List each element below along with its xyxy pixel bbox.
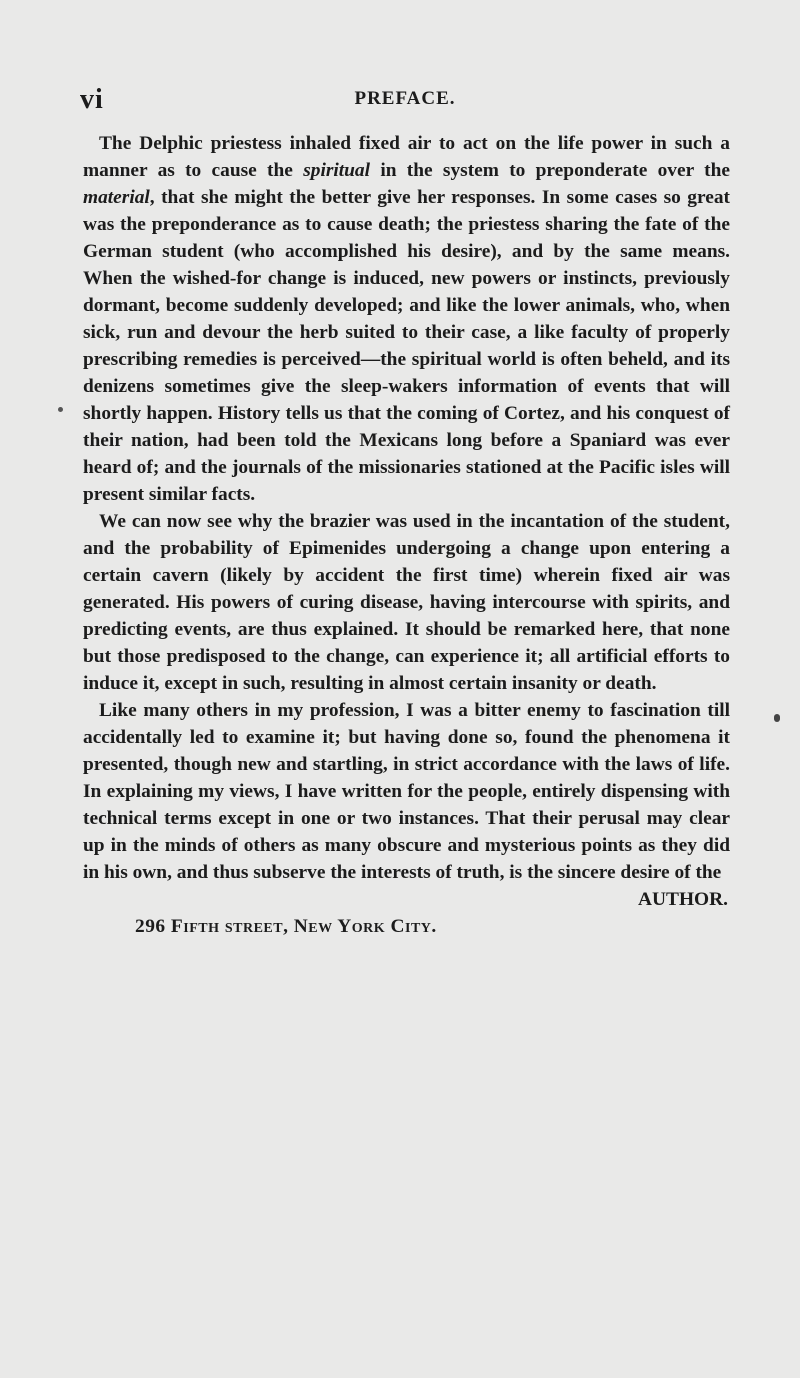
paragraph-1-text-a: The Delphic priestess inhaled fixed air to act on the life power in such a manner as to cause the <box>83 133 730 181</box>
paragraph-1 <box>83 130 730 508</box>
margin-dot <box>58 407 63 412</box>
page-header <box>80 84 730 114</box>
paragraph-1-text-c: , that she might the better give her responses. In some cases so great was the preponderance as to cause death; the priestess sharing the fate of the German student (who accomplished his desire), and by the same means. When the wished-for change is induced, new powers or instincts, previously dormant, become suddenly developed; and like the lower animals, who, when sick, run and devour the herb suited to their case, a like faculty of properly prescribing remedies is perceived—the spiritual world is often beheld, and its denizens sometimes give the sleep-wakers information of events that will shortly happen. History tells us that the coming of Cortez, and his conquest of their nation, had been told the Mexicans long before a Spaniard was ever heard of; and the journals of the missionaries stationed at the Pacific isles will present similar facts. <box>83 187 730 505</box>
paragraph-1-text-b: in the system to preponderate over the <box>370 160 730 181</box>
emphasis-material: material <box>83 187 150 208</box>
paragraph-3: Like many others in my profession, I was a bitter enemy to fascination till accidentally led to examine it; but having done so, found the phenomena it presented, though new and startling, in strict accordance with the laws of life. In explaining my views, I have written for the people, entirely dispensing with technical terms except in one or two instances. That their perusal may clear up in the minds of others as many obscure and mysterious points as they did in his own, and thus subserve the interests of truth, is the sincere desire of the <box>83 700 730 883</box>
page-number: vi <box>80 84 104 115</box>
running-head: PREFACE. <box>354 88 456 109</box>
margin-mark <box>774 714 780 722</box>
author-signature: AUTHOR. <box>638 889 728 910</box>
paragraph-2: We can now see why the brazier was used in the incantation of the student, and the probability of Epimenides undergoing a change upon entering a certain cavern (likely by accident the first time) wherein fixed air was generated. His powers of curing disease, having intercourse with spirits, and predicting events, are thus explained. It should be remarked here, that none but those predisposed to the change, can experience it; all artificial efforts to induce it, except in such, resulting in almost certain insanity or death. <box>83 511 730 694</box>
author-address: 296 Fifth street, New York City. <box>135 916 437 937</box>
preface-body <box>83 130 730 940</box>
emphasis-spiritual: spiritual <box>303 160 371 181</box>
